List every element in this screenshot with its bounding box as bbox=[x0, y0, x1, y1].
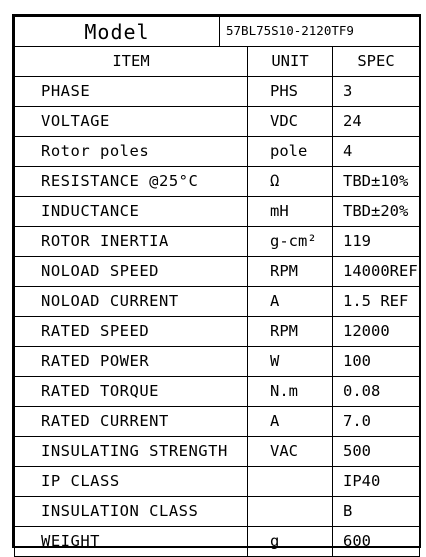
item-cell: INDUCTANCE bbox=[15, 197, 248, 227]
item-cell: WEIGHT bbox=[15, 527, 248, 557]
table-row bbox=[15, 227, 420, 257]
spec-cell: 1.5 REF bbox=[333, 287, 420, 317]
spec-sheet bbox=[12, 14, 421, 548]
unit-cell bbox=[248, 467, 333, 497]
unit-cell bbox=[248, 497, 333, 527]
unit-cell: RPM bbox=[248, 257, 333, 287]
unit-cell: mH bbox=[248, 197, 333, 227]
table-row bbox=[15, 347, 420, 377]
table-row bbox=[15, 317, 420, 347]
item-cell: INSULATION CLASS bbox=[15, 497, 248, 527]
header-row bbox=[15, 47, 420, 77]
spec-cell: 24 bbox=[333, 107, 420, 137]
spec-cell: TBD±10% bbox=[333, 167, 420, 197]
table-row bbox=[15, 107, 420, 137]
table-row bbox=[15, 137, 420, 167]
unit-cell: VAC bbox=[248, 437, 333, 467]
spec-table bbox=[14, 16, 420, 557]
table-row bbox=[15, 197, 420, 227]
table-row bbox=[15, 167, 420, 197]
item-cell: RESISTANCE @25°C bbox=[15, 167, 248, 197]
table-row bbox=[15, 437, 420, 467]
spec-cell: 3 bbox=[333, 77, 420, 107]
item-cell: RATED TORQUE bbox=[15, 377, 248, 407]
item-cell: VOLTAGE bbox=[15, 107, 248, 137]
unit-cell: Ω bbox=[248, 167, 333, 197]
spec-cell: B bbox=[333, 497, 420, 527]
item-cell: NOLOAD CURRENT bbox=[15, 287, 248, 317]
unit-cell: PHS bbox=[248, 77, 333, 107]
item-cell: INSULATING STRENGTH bbox=[15, 437, 248, 467]
table-row bbox=[15, 257, 420, 287]
unit-cell: pole bbox=[248, 137, 333, 167]
item-cell: Rotor poles bbox=[15, 137, 248, 167]
spec-cell: IP40 bbox=[333, 467, 420, 497]
table-row bbox=[15, 497, 420, 527]
spec-cell: 100 bbox=[333, 347, 420, 377]
table-row bbox=[15, 77, 420, 107]
item-cell: RATED SPEED bbox=[15, 317, 248, 347]
item-cell: RATED CURRENT bbox=[15, 407, 248, 437]
model-value: 57BL75S10-2120TF9 bbox=[220, 17, 420, 47]
unit-cell: VDC bbox=[248, 107, 333, 137]
spec-cell: 4 bbox=[333, 137, 420, 167]
spec-cell: TBD±20% bbox=[333, 197, 420, 227]
table-row bbox=[15, 527, 420, 557]
unit-cell: A bbox=[248, 407, 333, 437]
unit-cell: A bbox=[248, 287, 333, 317]
header-unit: UNIT bbox=[248, 47, 333, 77]
item-cell: IP CLASS bbox=[15, 467, 248, 497]
item-cell: RATED POWER bbox=[15, 347, 248, 377]
spec-cell: 0.08 bbox=[333, 377, 420, 407]
item-cell: NOLOAD SPEED bbox=[15, 257, 248, 287]
spec-cell: 12000 bbox=[333, 317, 420, 347]
spec-cell: 500 bbox=[333, 437, 420, 467]
item-cell: ROTOR INERTIA bbox=[15, 227, 248, 257]
item-cell: PHASE bbox=[15, 77, 248, 107]
table-row bbox=[15, 407, 420, 437]
model-label: Model bbox=[15, 17, 220, 47]
spec-cell: 7.0 bbox=[333, 407, 420, 437]
header-item: ITEM bbox=[15, 47, 248, 77]
table-row bbox=[15, 467, 420, 497]
table-row bbox=[15, 377, 420, 407]
unit-cell: g bbox=[248, 527, 333, 557]
unit-cell: W bbox=[248, 347, 333, 377]
unit-cell: RPM bbox=[248, 317, 333, 347]
unit-cell: g-cm² bbox=[248, 227, 333, 257]
header-spec: SPEC bbox=[333, 47, 420, 77]
table-row bbox=[15, 287, 420, 317]
spec-cell: 14000REF bbox=[333, 257, 420, 287]
spec-cell: 600 bbox=[333, 527, 420, 557]
spec-cell: 119 bbox=[333, 227, 420, 257]
unit-cell: N.m bbox=[248, 377, 333, 407]
model-row bbox=[15, 17, 420, 47]
